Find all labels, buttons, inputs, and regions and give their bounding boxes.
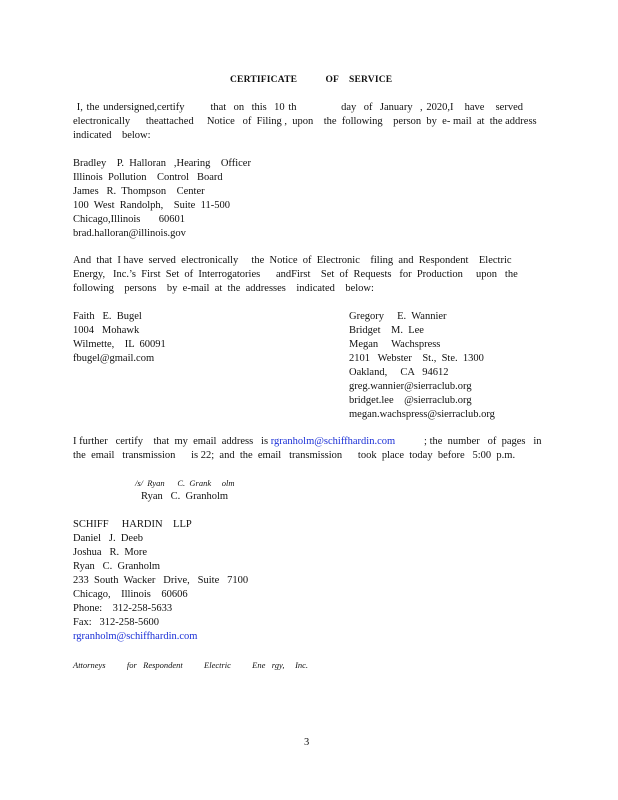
address-line: Gregory E. Wannier [349,311,447,322]
address-line: Bridget M. Lee [349,325,424,336]
signature-script: /s/ Ryan C. Grank olm [135,478,235,488]
document-title: CERTIFICATE OF SERVICE [230,75,393,85]
paragraph-line: I, the undersigned,certify that on this 10 th day of January , 2020,I have served [73,102,523,113]
paragraph-line: Energy, Inc.’s First Set of Interrogatories andFirst Set of Requests for Production upon the [73,269,518,280]
address-line: Ryan C. Granholm [73,561,161,572]
paragraph-text: I further certify that my email address is [73,436,271,447]
firm-name: SCHIFF HARDIN LLP [73,519,192,530]
address-line: Bradley P. Halloran ,Hearing Officer [73,158,251,169]
address-line: James R. Thompson Center [73,186,205,197]
email-address: brad.halloran@illinois.gov [73,228,186,239]
address-line: 1004 Mohawk [73,325,140,336]
address-line: Joshua R. More [73,547,148,558]
paragraph-text: ; the number of pages in [395,436,542,447]
address-line: 100 West Randolph, Suite 11-500 [73,200,230,211]
firm-email-link[interactable]: rgranholm@schiffhardin.com [73,631,198,642]
address-line: Daniel J. Deeb [73,533,143,544]
paragraph-line: following persons by e-mail at the addresses indicated below: [73,283,374,294]
email-address: bridget.lee @sierraclub.org [349,395,472,406]
certification-paragraph [73,435,542,463]
page-number: 3 [304,737,310,748]
attorneys-for-line: Attorneys for Respondent Electric Ene rgy, Inc. [73,660,309,670]
address-line: Megan Wachspress [349,339,441,350]
address-line: Chicago,Illinois 60601 [73,214,185,225]
address-line: Illinois Pollution Control Board [73,172,223,183]
email-address: megan.wachspress@sierraclub.org [349,409,495,420]
intro-paragraph [73,101,537,143]
service-paragraph [73,254,518,296]
address-line: Oakland, CA 94612 [349,367,449,378]
address-line: Wilmette, IL 60091 [73,339,166,350]
signer-name: Ryan C. Granholm [141,491,229,502]
address-line: 233 South Wacker Drive, Suite 7100 [73,575,249,586]
address-line: Faith E. Bugel [73,311,142,322]
recipient-address-right [349,310,495,422]
email-address: fbugel@gmail.com [73,353,155,364]
fax-line: Fax: 312-258-5600 [73,617,160,628]
email-address: greg.wannier@sierraclub.org [349,381,472,392]
paragraph-line: electronically theattached Notice of Filing , upon the following person by e- mail at the address [73,116,537,127]
paragraph-line: And that I have served electronically the Notice of Electronic filing and Respondent Electric [73,255,512,266]
recipient-address-left [73,310,166,366]
address-line: 2101 Webster St., Ste. 1300 [349,353,484,364]
paragraph-line [73,435,542,449]
paragraph-line: indicated below: [73,130,151,141]
email-link[interactable]: rgranholm@schiffhardin.com [270,436,396,447]
hearing-officer-address [73,157,251,241]
address-line: Chicago, Illinois 60606 [73,589,188,600]
phone-line: Phone: 312-258-5633 [73,603,173,614]
firm-address [73,518,248,644]
paragraph-line: the email transmission is 22; and the email transmission took place today before 5:00 p.m. [73,450,516,461]
